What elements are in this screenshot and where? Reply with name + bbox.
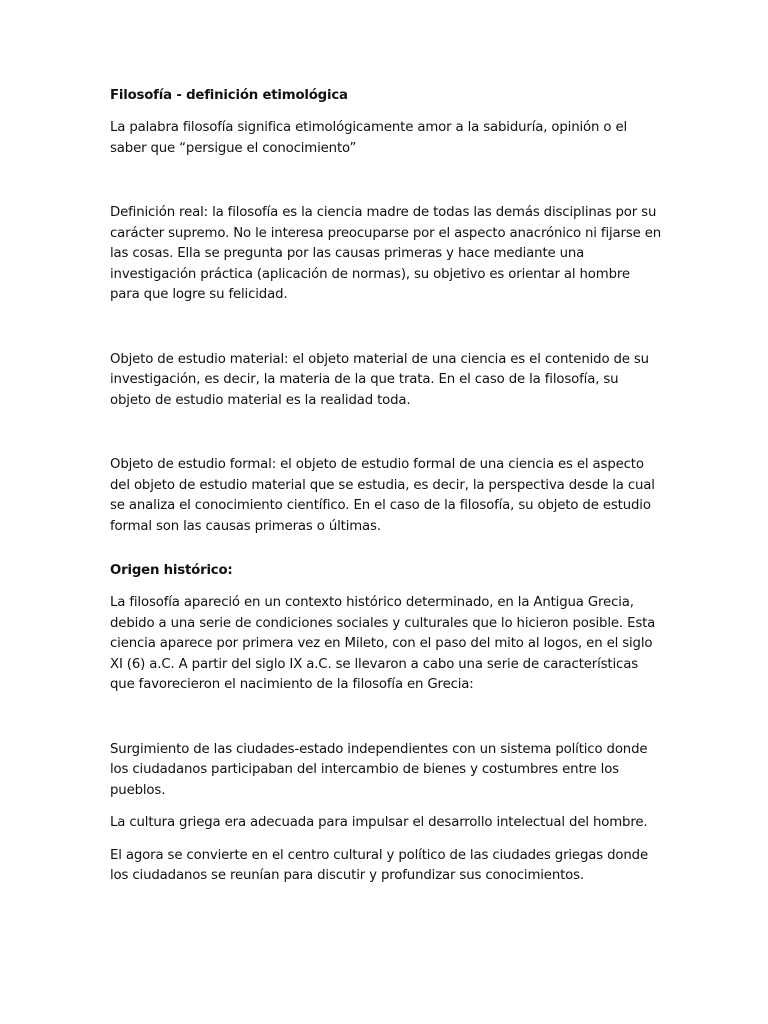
real-definition-paragraph: Definición real: la filosofía es la ciencia madre de todas las demás disciplinas por su carácter supremo. No le interesa preocuparse por el aspecto anacrónico ni fijarse en las cosas. Ella se pregunta por las causas primeras y hace mediante una investigación práctica (aplicación de normas), su objetivo es orientar al hombre para que logre su felicidad. <box>110 205 662 302</box>
etymology-paragraph: La palabra filosofía significa etimológicamente amor a la sabiduría, opinión o el saber que “persigue el conocimiento” <box>110 120 628 156</box>
condition-paragraph: El agora se convierte en el centro cultural y político de las ciudades griegas donde los ciudadanos se reunían para discutir y profundizar sus conocimientos. <box>110 847 648 883</box>
formal-object-paragraph: Objeto de estudio formal: el objeto de estudio formal de una ciencia es el aspecto del objeto de estudio material que se estudia, es decir, la perspectiva desde la cual se analiza el conocimiento científico. En el caso de la filosofía, su objeto de estudio formal son las causas primeras o últimas. <box>110 457 655 534</box>
document-title: Filosofía - definición etimológica <box>110 88 348 103</box>
condition-paragraph: La cultura griega era adecuada para impulsar el desarrollo intelectual del hombre. <box>110 815 648 830</box>
document-page <box>110 86 662 887</box>
origin-intro-paragraph: La filosofía apareció en un contexto histórico determinado, en la Antigua Grecia, debido a una serie de condiciones sociales y culturales que lo hicieron posible. Esta ciencia aparece por primera vez en Mileto, con el paso del mito al logos, en el siglo XI (6) a.C. A partir del siglo IX a.C. se llevaron a cabo una serie de características que favorecieron el nacimiento de la filosofía en Grecia: <box>110 595 656 692</box>
origin-heading: Origen histórico: <box>110 563 233 578</box>
condition-paragraph: Surgimiento de las ciudades-estado independientes con un sistema político donde los ciudadanos participaban del intercambio de bienes y costumbres entre los pueblos. <box>110 741 648 798</box>
material-object-paragraph: Objeto de estudio material: el objeto material de una ciencia es el contenido de su investigación, es decir, la materia de la que trata. En el caso de la filosofía, su objeto de estudio material es la realidad toda. <box>110 351 649 408</box>
